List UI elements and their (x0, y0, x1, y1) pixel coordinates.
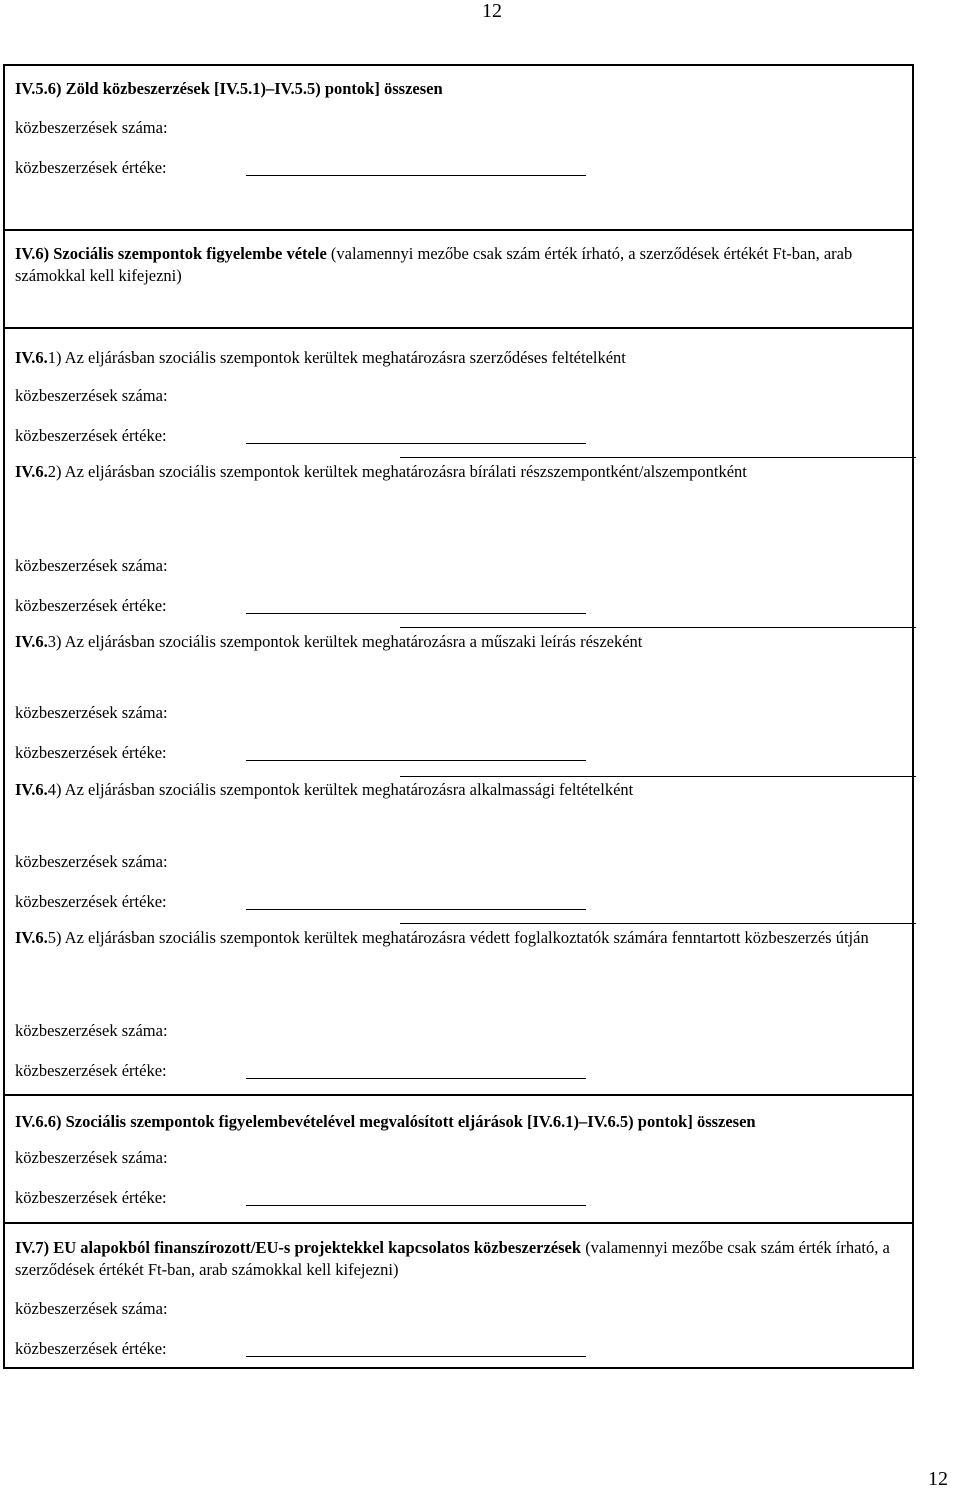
amount-label: közbeszerzések száma: (15, 1021, 168, 1040)
value-label: közbeszerzések értéke: (15, 1061, 167, 1080)
amount-label: közbeszerzések száma: (15, 556, 168, 575)
section-number: IV.6. (15, 780, 48, 799)
section-number: IV.6. (15, 462, 48, 481)
form-box (3, 64, 914, 1369)
value-input-line[interactable] (246, 613, 586, 614)
value-label: közbeszerzések értéke: (15, 892, 167, 911)
section-text: 3) Az eljárásban szociális szempontok kerültek meghatározásra a műszaki leírás részeként (47, 632, 643, 651)
section-iv-6-4-title (15, 779, 898, 801)
amount-label: közbeszerzések száma: (15, 118, 168, 137)
section-iv-6-title-bold: IV.6) Szociális szempontok figyelembe vétele (15, 244, 327, 263)
value-input-line[interactable] (246, 443, 586, 444)
section-divider (400, 627, 916, 628)
section-iv-6-title-note: (valamennyi mezőbe csak szám érték írható, a szerződések értékét Ft-ban, arab számokkal kell kifejezni) (15, 244, 853, 285)
section-iv-6-title (15, 243, 898, 287)
value-label: közbeszerzések értéke: (15, 158, 167, 177)
section-text: 4) Az eljárásban szociális szempontok kerültek meghatározásra alkalmassági feltételként (47, 780, 634, 799)
value-label: közbeszerzések értéke: (15, 743, 167, 762)
section-number: IV.6. (15, 632, 48, 651)
section-iv-5-6-title: IV.5.6) Zöld közbeszerzések [IV.5.1)–IV.5.5) pontok] összesen (15, 79, 443, 98)
section-divider (5, 229, 912, 231)
page-number-bottom: 12 (928, 1468, 948, 1490)
section-divider (400, 776, 916, 777)
section-text: 1) Az eljárásban szociális szempontok kerültek meghatározásra szerződéses feltételként (47, 348, 626, 367)
value-input-line[interactable] (246, 1356, 586, 1357)
value-input-line[interactable] (246, 1078, 586, 1079)
section-iv-7-title (15, 1237, 898, 1281)
section-divider (5, 1222, 912, 1224)
amount-label: közbeszerzések száma: (15, 703, 168, 722)
section-divider (400, 457, 916, 458)
value-input-line[interactable] (246, 909, 586, 910)
amount-label: közbeszerzések száma: (15, 1299, 168, 1318)
section-number: IV.6. (15, 928, 48, 947)
section-divider (400, 923, 916, 924)
section-divider (5, 1094, 912, 1096)
amount-label: közbeszerzések száma: (15, 852, 168, 871)
section-iv-6-6-title: IV.6.6) Szociális szempontok figyelembevételével megvalósított eljárások [IV.6.1)–IV.6.5) pontok] összesen (15, 1112, 756, 1131)
section-iv-6-5-title (15, 927, 898, 949)
value-label: közbeszerzések értéke: (15, 1339, 167, 1358)
amount-label: közbeszerzések száma: (15, 386, 168, 405)
value-input-line[interactable] (246, 1205, 586, 1206)
section-text: 5) Az eljárásban szociális szempontok kerültek meghatározásra védett foglalkoztatók számára fenntartott közbeszerzés útján (47, 928, 869, 947)
section-iv-6-3-title (15, 631, 898, 653)
section-iv-7-title-bold: IV.7) EU alapokból finanszírozott/EU-s projektekkel kapcsolatos közbeszerzések (15, 1238, 582, 1257)
value-input-line[interactable] (246, 175, 586, 176)
section-text: 2) Az eljárásban szociális szempontok kerültek meghatározásra bírálati részszempontként/alszempontként (47, 462, 747, 481)
amount-label: közbeszerzések száma: (15, 1148, 168, 1167)
page-number-top: 12 (482, 0, 502, 22)
section-iv-6-2-title (15, 461, 898, 483)
value-input-line[interactable] (246, 760, 586, 761)
value-label: közbeszerzések értéke: (15, 426, 167, 445)
value-label: közbeszerzések értéke: (15, 596, 167, 615)
section-iv-6-1-title (15, 347, 898, 369)
section-iv-7-title-note: (valamennyi mezőbe csak szám érték írható, a szerződések értékét Ft-ban, arab számokkal kell kifejezni) (15, 1238, 890, 1279)
value-label: közbeszerzések értéke: (15, 1188, 167, 1207)
section-number: IV.6. (15, 348, 48, 367)
section-divider (5, 327, 912, 329)
